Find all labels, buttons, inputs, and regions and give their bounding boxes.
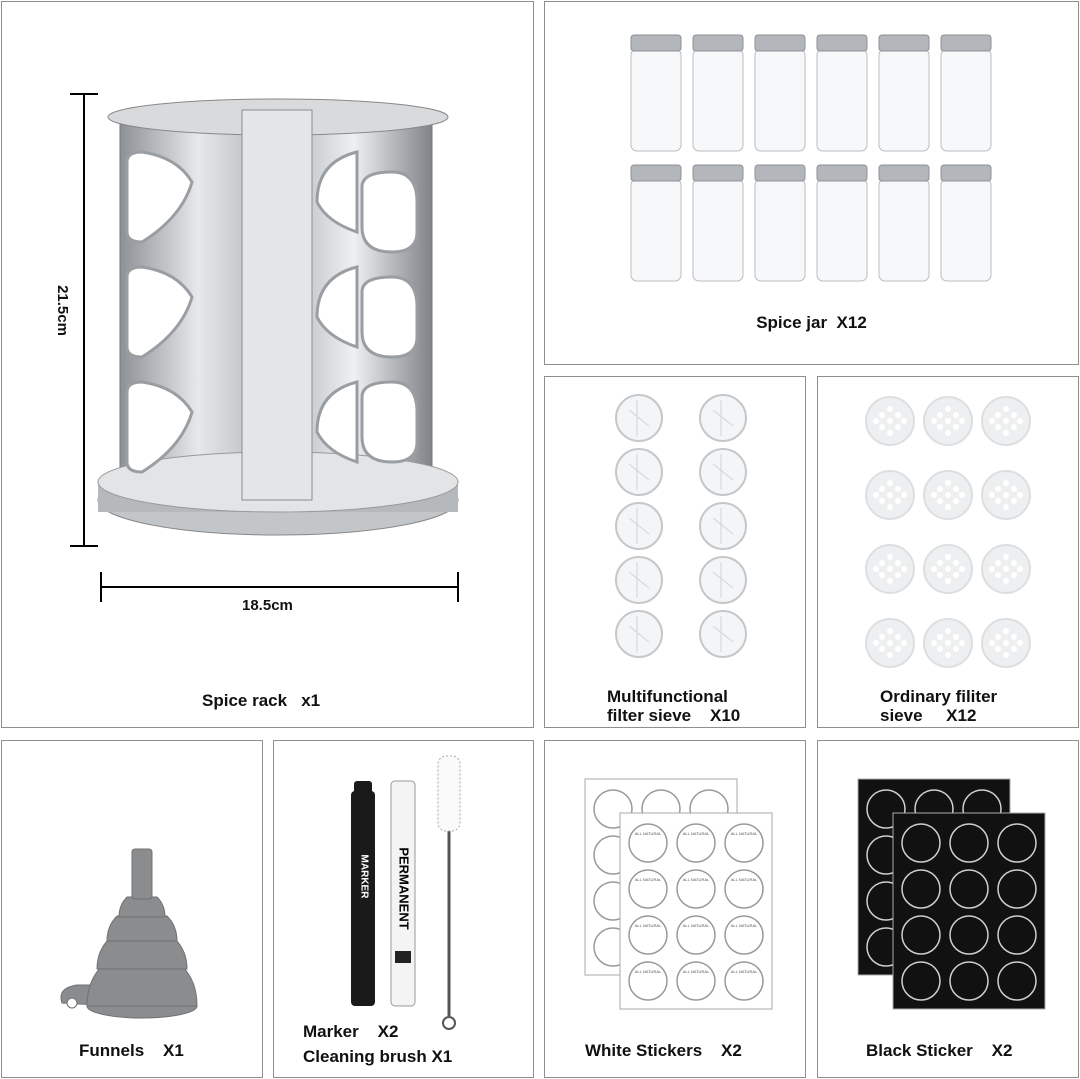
ordinary-sieve <box>866 545 914 593</box>
multi-sieve <box>700 611 746 657</box>
multi-sieve-grid <box>545 377 807 677</box>
multi-sieve <box>700 395 746 441</box>
multi-sieve <box>616 503 662 549</box>
funnel-image <box>2 741 264 1021</box>
multi-sieve-panel <box>544 376 806 728</box>
ordinary-sieve <box>924 471 972 519</box>
spice-rack-caption: Spice rack x1 <box>202 691 321 710</box>
spice-jar <box>817 35 867 151</box>
multi-sieve <box>616 611 662 657</box>
ordinary-sieve <box>982 397 1030 445</box>
brush-caption: Cleaning brush X1 <box>303 1047 453 1066</box>
ordinary-sieve <box>866 397 914 445</box>
sticker-label: ALL NATURAL <box>634 831 662 836</box>
sticker-label: ALL NATURAL <box>730 831 758 836</box>
white-sticker-sheets <box>545 741 807 1021</box>
spice-jar <box>755 35 805 151</box>
spice-jar-grid <box>545 2 1080 292</box>
multi-sieve <box>616 557 662 603</box>
ordinary-sieve <box>924 397 972 445</box>
spice-jar <box>631 165 681 281</box>
sticker-label: ALL NATURAL <box>682 969 710 974</box>
spice-jar <box>879 165 929 281</box>
funnels-panel <box>1 740 263 1078</box>
white-stickers-panel <box>544 740 806 1078</box>
sticker-sheet <box>893 813 1045 1009</box>
multi-sieve-caption-line2: filter sieve X10 <box>607 706 741 725</box>
sticker-label: ALL NATURAL <box>682 923 710 928</box>
ordinary-sieve-caption-line2: sieve X12 <box>880 706 977 725</box>
sticker-label: ALL NATURAL <box>634 877 662 882</box>
ordinary-sieve <box>924 545 972 593</box>
multi-sieve <box>616 395 662 441</box>
multi-sieve <box>700 449 746 495</box>
spice-rack-image <box>2 2 535 622</box>
spice-jar <box>817 165 867 281</box>
ordinary-sieve <box>982 619 1030 667</box>
spice-jar <box>941 165 991 281</box>
ordinary-sieve <box>924 619 972 667</box>
multi-sieve <box>616 449 662 495</box>
sticker-sheet <box>620 813 772 1009</box>
height-dimension-label: 21.5cm <box>53 285 71 336</box>
spice-jar-panel <box>544 1 1079 365</box>
funnels-caption: Funnels X1 <box>79 1041 184 1060</box>
ordinary-sieve-grid <box>818 377 1080 677</box>
spice-jar <box>693 35 743 151</box>
sticker-label: ALL NATURAL <box>682 877 710 882</box>
sticker-label: ALL NATURAL <box>682 831 710 836</box>
ordinary-sieve <box>866 471 914 519</box>
ordinary-sieve <box>982 545 1030 593</box>
multi-sieve-caption-line1: Multifunctional <box>607 687 728 706</box>
sticker-label: ALL NATURAL <box>730 969 758 974</box>
spice-rack-panel <box>1 1 534 728</box>
sticker-label: ALL NATURAL <box>730 877 758 882</box>
marker-brush-panel <box>273 740 534 1078</box>
ordinary-sieve-panel <box>817 376 1079 728</box>
width-dimension-label: 18.5cm <box>242 597 293 614</box>
ordinary-sieve <box>866 619 914 667</box>
white-marker-text: PERMANENT <box>396 847 412 930</box>
marker-caption: Marker X2 <box>303 1022 399 1041</box>
sticker-label: ALL NATURAL <box>730 923 758 928</box>
ordinary-sieve <box>982 471 1030 519</box>
sticker-label: ALL NATURAL <box>634 923 662 928</box>
spice-jar <box>631 35 681 151</box>
white-stickers-caption: White Stickers X2 <box>585 1041 742 1060</box>
spice-jar <box>755 165 805 281</box>
spice-jar-caption: Spice jar X12 <box>756 313 867 332</box>
black-sticker-sheets <box>818 741 1080 1021</box>
black-sticker-caption: Black Sticker X2 <box>866 1041 1013 1060</box>
black-sticker-panel <box>817 740 1079 1078</box>
spice-jar <box>879 35 929 151</box>
black-marker-text: MARKER <box>358 854 370 899</box>
multi-sieve <box>700 503 746 549</box>
sticker-label: ALL NATURAL <box>634 969 662 974</box>
spice-jar <box>941 35 991 151</box>
ordinary-sieve-caption-line1: Ordinary filiter <box>880 687 998 706</box>
spice-jar <box>693 165 743 281</box>
multi-sieve <box>700 557 746 603</box>
